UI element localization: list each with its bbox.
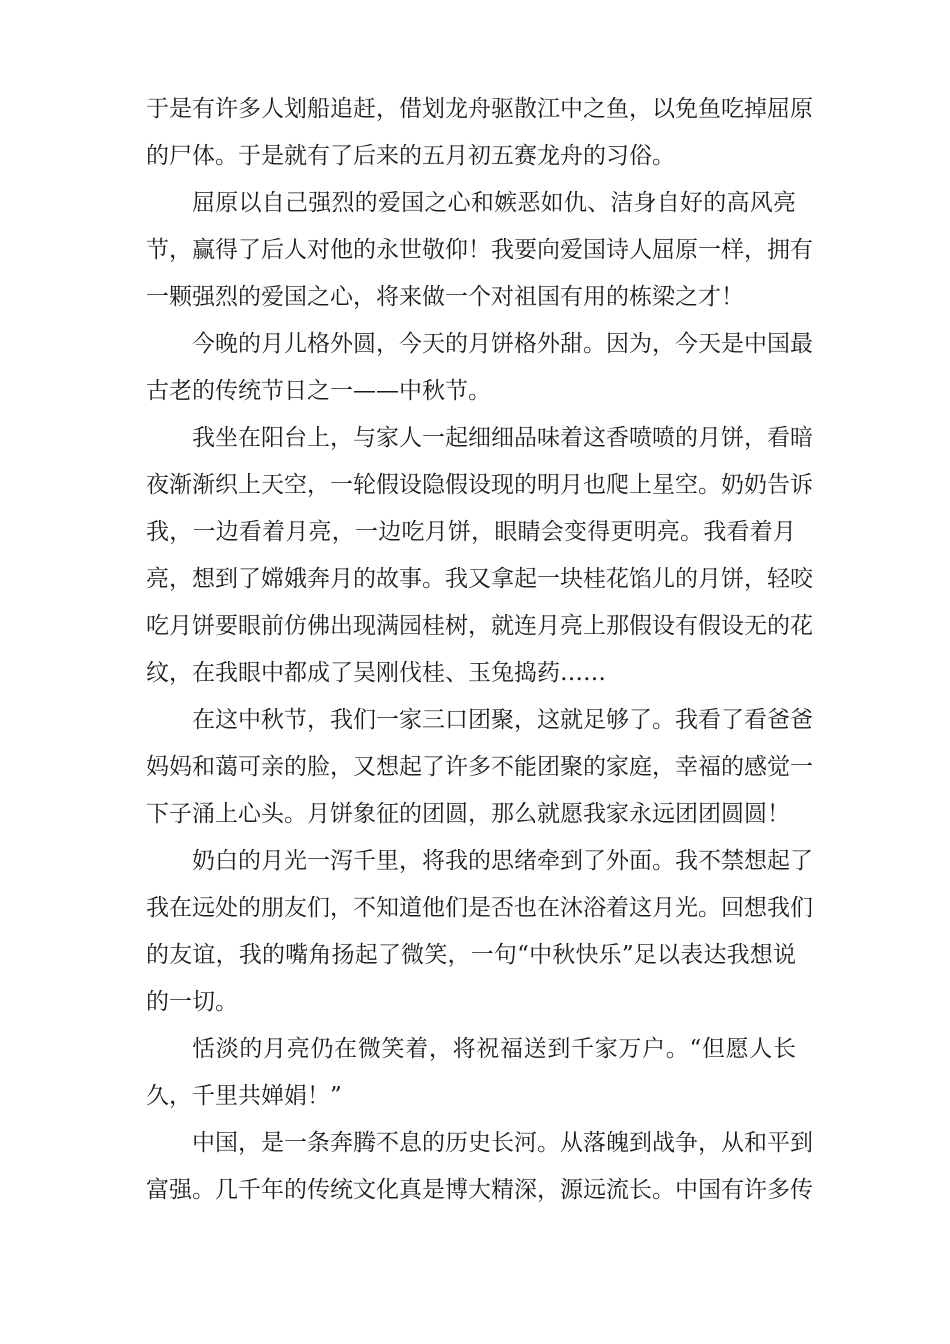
paragraph [146, 1026, 796, 1120]
text-line: 奶白的月光一泻千里，将我的思绪牵到了外面。我不禁想起了 [192, 848, 813, 874]
text-line: 屈原以自己强烈的爱国之心和嫉恶如仇、洁身自好的高风亮 [192, 190, 796, 216]
text-line: 今晚的月儿格外圆，今天的月饼格外甜。因为，今天是中国最 [192, 331, 813, 357]
text-line: 一颗强烈的爱国之心，将来做一个对祖国有用的栋梁之才！ [146, 284, 744, 310]
document-page [146, 86, 813, 1214]
paragraph [146, 1120, 813, 1214]
text-line: 的一切。 [146, 989, 238, 1015]
text-line: 的友谊，我的嘴角扬起了微笑，一句“中秋快乐”足以表达我想说 [146, 942, 796, 968]
text-line: 的尸体。于是就有了后来的五月初五赛龙舟的习俗。 [146, 143, 675, 169]
text-line: 久，千里共婵娟！” [146, 1083, 342, 1109]
text-line: 恬淡的月亮仍在微笑着，将祝福送到千家万户。“但愿人长 [192, 1036, 796, 1062]
text-line: 吃月饼要眼前仿佛出现满园桂树，就连月亮上那假设有假设无的花 [146, 613, 813, 639]
paragraph [146, 86, 813, 180]
text-line: 下子涌上心头。月饼象征的团圆，那么就愿我家永远团团圆圆！ [146, 801, 790, 827]
text-line: 我坐在阳台上，与家人一起细细品味着这香喷喷的月饼，看暗 [192, 425, 813, 451]
text-line: 中国，是一条奔腾不息的历史长河。从落魄到战争，从和平到 [192, 1130, 813, 1156]
text-line: 节，赢得了后人对他的永世敬仰！我要向爱国诗人屈原一样，拥有 [146, 237, 813, 263]
text-line: 我，一边看着月亮，一边吃月饼，眼睛会变得更明亮。我看着月 [146, 519, 796, 545]
text-line: 亮，想到了嫦娥奔月的故事。我又拿起一块桂花馅儿的月饼，轻咬 [146, 566, 813, 592]
text-line: 于是有许多人划船追赶，借划龙舟驱散江中之鱼，以免鱼吃掉屈原 [146, 96, 813, 122]
text-line: 纹，在我眼中都成了吴刚伐桂、玉兔捣药…… [146, 660, 606, 686]
text-line: 夜渐渐织上天空，一轮假设隐假设现的明月也爬上星空。奶奶告诉 [146, 472, 813, 498]
paragraph [146, 838, 813, 1026]
text-line: 古老的传统节日之一——中秋节。 [146, 378, 491, 404]
paragraph [146, 415, 813, 697]
body-text [146, 86, 813, 1214]
paragraph [146, 321, 813, 415]
text-line: 富强。几千年的传统文化真是博大精深，源远流长。中国有许多传 [146, 1177, 813, 1203]
text-line: 妈妈和蔼可亲的脸，又想起了许多不能团聚的家庭，幸福的感觉一 [146, 754, 813, 780]
paragraph [146, 697, 813, 838]
paragraph [146, 180, 813, 321]
text-line: 在这中秋节，我们一家三口团聚，这就足够了。我看了看爸爸 [192, 707, 813, 733]
text-line: 我在远处的朋友们，不知道他们是否也在沐浴着这月光。回想我们 [146, 895, 813, 921]
